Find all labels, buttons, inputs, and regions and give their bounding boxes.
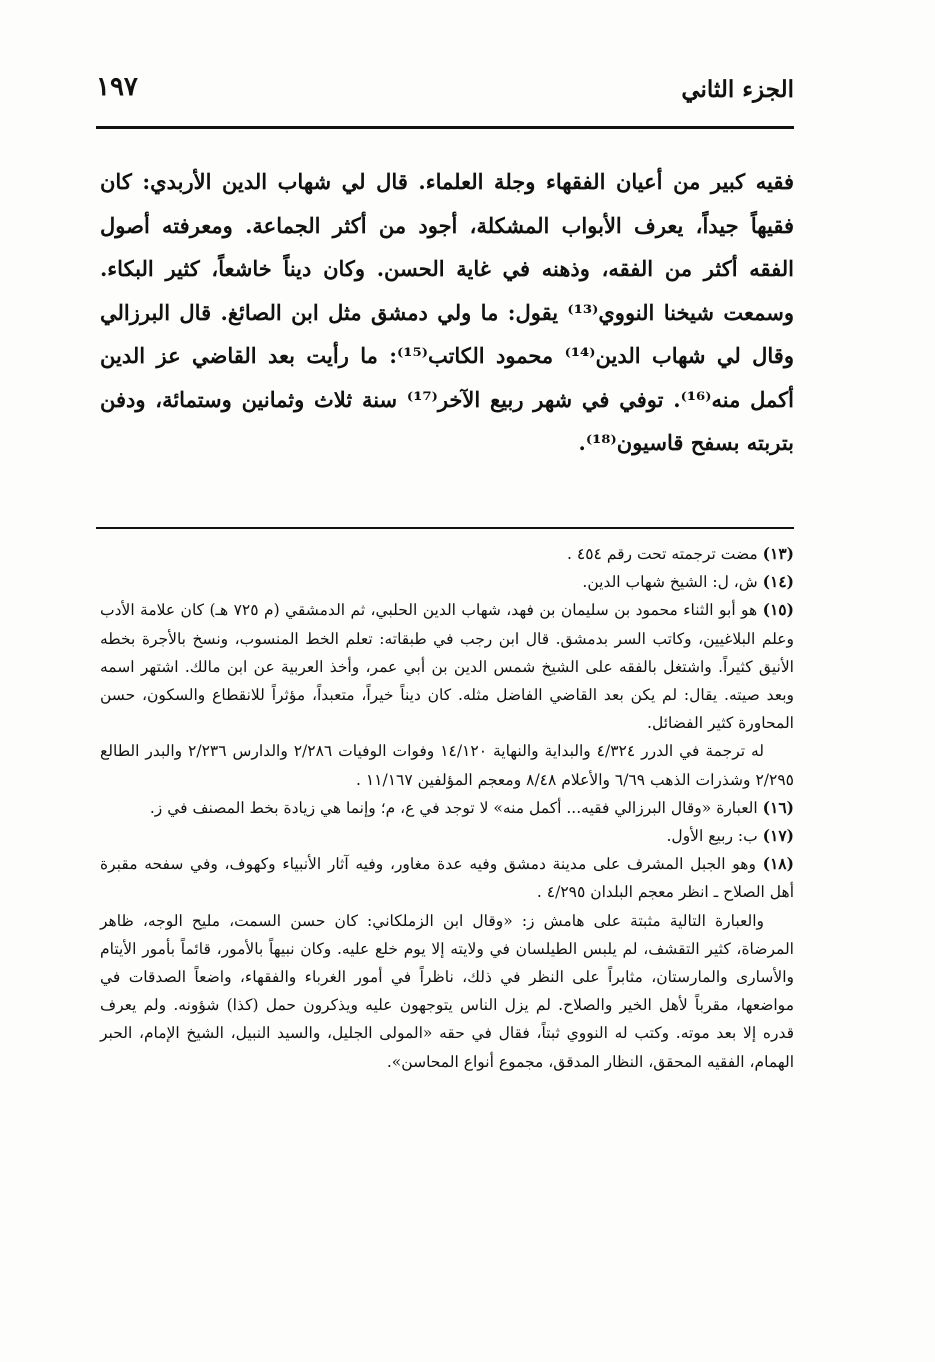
footnote-text: ش، ل: الشيخ شهاب الدين. xyxy=(582,573,758,592)
page-header xyxy=(96,72,794,122)
footnote-18 xyxy=(100,850,794,906)
header-rule xyxy=(96,126,794,129)
footnote-number: (١٣) xyxy=(762,544,794,563)
running-head: الجزء الثاني xyxy=(681,76,794,103)
footnote-18-margin-note xyxy=(100,907,794,1076)
page-number: ١٩٧ xyxy=(96,72,138,102)
footnote-16 xyxy=(100,794,794,822)
footnote-17 xyxy=(100,822,794,850)
footnote-15 xyxy=(100,596,794,737)
footnote-13 xyxy=(100,540,794,568)
footnotes xyxy=(100,540,794,1076)
footnote-text: العبارة «وقال البرزالي فقيه... أكمل منه» لا توجد في ع، م؛ وإنما هي زيادة بخط المصنف في ز. xyxy=(149,798,758,817)
footnote-number: (١٥) xyxy=(762,600,794,620)
footnote-number: (١٦) xyxy=(762,797,794,817)
main-text xyxy=(100,160,794,465)
footnote-15-references xyxy=(100,737,794,793)
main-paragraph: فقيه كبير من أعيان الفقهاء وجلة العلماء. قال لي شهاب الدين الأربدي: كان فقيهاً جيداً، يعرف الأبواب المشكلة، أجود من أكثر الجماعة. ومعرفته أصول الفقه أكثر من الفقه، وذهنه في غاية الحسن. وكان ديناً خاشعاً، كثير البكاء. وسمعت شيخنا النووي⁽¹³⁾ يقول: ما ولي دمشق مثل ابن الصائغ. قال البرزالي وقال لي شهاب الدين⁽¹⁴⁾ محمود الكاتب⁽¹⁵⁾: ما رأيت بعد القاضي عز الدين أكمل منه⁽¹⁶⁾. توفي في شهر ربيع الآخر⁽¹⁷⁾ سنة ثلاث وثمانين وستمائة، ودفن بتربته بسفح قاسيون⁽¹⁸⁾. xyxy=(100,169,794,455)
footnote-number: (١٤) xyxy=(762,572,794,592)
footnote-text: وهو الجبل المشرف على مدينة دمشق وفيه عدة مغاور، وفيه آثار الأنبياء وكهوف، وفي سفحه مقبرة أهل الصلاح ـ انظر معجم البلدان ٤/٢٩٥ . xyxy=(100,855,794,902)
footnote-text: له ترجمة في الدرر ٤/٣٢٤ والبداية والنهاية ١٤/١٢٠ وفوات الوفيات ٢/٢٨٦ والدارس ٢/٢٣٦ والبدر الطالع ٢/٢٩٥ وشذرات الذهب ٦/٦٩ والأعلام ٨/٤٨ ومعجم المؤلفين ١١/١٦٧ . xyxy=(100,742,794,789)
footnote-rule xyxy=(96,527,794,529)
footnote-text: ب: ربيع الأول. xyxy=(666,827,758,846)
footnote-text: والعبارة التالية مثبتة على هامش ز: «وقال ابن الزملكاني: كان حسن السمت، مليح الوجه، ظاهر المرضاة، كثير التقشف، لم يلبس الطيلسان في ولايته إلا يوم خلع عليه. وكان نبيهاً بالأمور، قائماً بأمور الأيتام والأسارى والمارستان، مثابراً على النظر في ذلك، ناظراً في أمور الغرباء والفقهاء، واضعاً الصدقات في مواضعها، مقرباً لأهل الخير والصلاح. لم يزل الناس يتوجهون عليه ويذكرون حمل (كذا) شؤونه. ولم يعرف قدره إلا بعد موته. وكتب له النووي ثبتاً، فقال في حقه «المولى الجليل، والسيد النبيل، الشيخ الإمام، الحبر الهمام، الفقيه المحقق، النظار المدقق، مجموع أنواع المحاسن». xyxy=(100,911,794,1071)
footnote-text: هو أبو الثناء محمود بن سليمان بن فهد، شهاب الدين الحلبي، ثم الدمشقي (م ٧٢٥ هـ) كان علامة الأدب وعلم البلاغيين، وكاتب السر بدمشق. قال ابن رجب في طبقاته: تعلم الخط المنسوب، ونسخ بالأجرة بخطه الأنيق كثيراً. واشتغل بالفقه على الشيخ شمس الدين بن أبي عمر، وأخذ العربية عن ابن مالك. اشتهر اسمه وبعد صيته. يقال: لم يكن بعد القاضي الفاضل مثله. كان ديناً خيراً، متعبداً، مؤثراً للانقطاع والسكون، حسن المحاورة كثير الفضائل. xyxy=(100,601,794,733)
footnote-number: (١٨) xyxy=(762,854,794,874)
footnote-number: (١٧) xyxy=(762,826,794,846)
footnote-text: مضت ترجمته تحت رقم ٤٥٤ . xyxy=(567,545,758,563)
footnote-14 xyxy=(100,568,794,596)
